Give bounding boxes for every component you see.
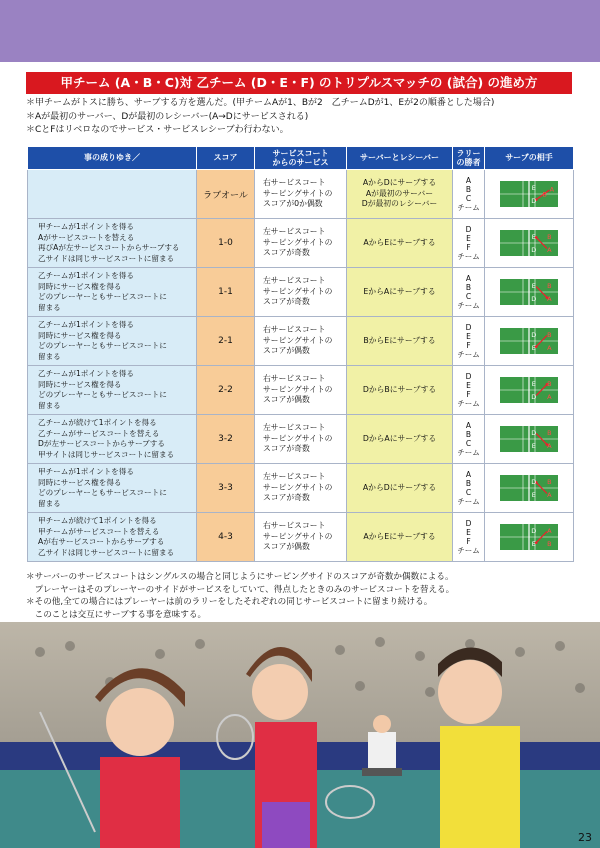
server-receiver-cell: [347, 513, 453, 562]
illustration-svg: [0, 622, 600, 848]
winner-stack: [453, 225, 484, 261]
story-cell: [28, 366, 197, 415]
court-player-label: A: [547, 344, 552, 353]
server-receiver-line: EからAにサーブする: [363, 286, 436, 296]
table-row: [28, 366, 574, 415]
service-line: スコアが奇数: [263, 297, 310, 307]
story-cell: [28, 415, 197, 464]
court-player-label: D: [531, 428, 537, 437]
header-service-line: からのサービス: [272, 158, 329, 167]
winner-line: チーム: [457, 203, 480, 212]
server-receiver-line: AからEにサーブする: [363, 531, 436, 541]
server-receiver-line: DからBにサーブする: [362, 384, 437, 394]
service-line: スコアが0か偶数: [263, 199, 323, 209]
service-cell: [255, 219, 347, 268]
court-diagram: [499, 180, 559, 208]
server-receiver-cell: [347, 219, 453, 268]
service-line: サーピングサイトの: [263, 384, 333, 394]
winner-line: E: [466, 528, 471, 537]
story-line: 再びAが左サービスコートからサーブする: [38, 243, 180, 252]
story-line: 乙サイドは同じサービスコートに留まる: [38, 547, 175, 557]
court-player-label: B: [547, 379, 552, 388]
court-player-label: A: [547, 526, 552, 535]
header-score: スコア: [197, 147, 255, 170]
winner-line: F: [466, 341, 471, 350]
header-winner-line: の勝者: [456, 158, 481, 167]
service-line: スコアが偶数: [263, 395, 310, 405]
score-cell: 1-0: [197, 219, 255, 268]
page-number: 23: [578, 831, 592, 844]
winner-line: チーム: [457, 252, 480, 261]
winner-line: チーム: [457, 399, 480, 408]
server-receiver-line: AからDにサーブする: [362, 482, 437, 492]
court-player-label: A: [547, 491, 552, 500]
story-line: 留まる: [38, 351, 61, 361]
court-diagram: [499, 425, 559, 453]
story-cell: [28, 268, 197, 317]
court-player-label: D: [531, 393, 537, 402]
server-receiver-cell: [347, 317, 453, 366]
court-player-label: D: [531, 295, 537, 304]
winner-line: A: [465, 274, 472, 283]
table-row: [28, 317, 574, 366]
court-player-label: D: [531, 526, 537, 535]
page-title: 甲チーム (A・B・C)対 乙チーム (D・E・F) のトリプルスマッチの (試合) の進め方: [26, 72, 572, 94]
server-receiver-line: AからDにサーブする: [362, 178, 437, 188]
service-line: サーピングサイトの: [263, 188, 333, 198]
service-line: 右サービスコート: [263, 325, 326, 335]
service-cell: [255, 513, 347, 562]
story-line: 甲チームが続けて1ポイントを得る: [38, 516, 157, 525]
story-cell: [28, 317, 197, 366]
service-line: サーピングサイトの: [263, 433, 333, 443]
server-receiver-line: AからEにサーブする: [363, 237, 436, 247]
footnote: このことは交互にサーブする事を意味する。: [26, 609, 207, 620]
court-diagram: [499, 278, 559, 306]
winner-line: B: [465, 185, 472, 194]
service-line: スコアが偶数: [263, 346, 310, 356]
server-receiver-line: BからEにサーブする: [363, 335, 436, 345]
winner-line: チーム: [457, 301, 480, 310]
court-player-label: E: [531, 232, 536, 241]
winner-line: C: [465, 439, 472, 448]
winner-line: B: [465, 479, 472, 488]
story-line: どのプレーヤーともサービスコートに: [38, 341, 167, 350]
court-cell: [485, 513, 574, 562]
court-cell: [485, 170, 574, 219]
footnotes: [26, 571, 586, 621]
winner-cell: [453, 317, 485, 366]
winner-line: D: [465, 225, 472, 234]
score-cell: 2-1: [197, 317, 255, 366]
story-line: Aが右サービスコートからサーブする: [38, 537, 165, 546]
story-line: 甲チームが1ポイントを得る: [38, 222, 134, 231]
story-line: 同時にサービス権を得る: [38, 281, 122, 291]
court-player-label: B: [547, 232, 552, 241]
winner-line: E: [466, 234, 471, 243]
court-player-label: D: [531, 330, 537, 339]
service-line: 左サービスコート: [263, 227, 326, 237]
service-line: スコアが奇数: [263, 444, 310, 454]
court-player-label: E: [531, 379, 536, 388]
service-line: サーピングサイトの: [263, 335, 333, 345]
court-cell: [485, 317, 574, 366]
winner-line: D: [465, 519, 472, 528]
court-player-label: B: [547, 330, 552, 339]
court-diagram: [499, 376, 559, 404]
winner-cell: [453, 268, 485, 317]
winner-stack: [453, 421, 484, 457]
court-player-label: B: [547, 281, 552, 290]
court-player-label: B: [542, 190, 547, 199]
winner-line: D: [465, 323, 472, 332]
winner-cell: [453, 415, 485, 464]
court-player-label: A: [547, 246, 552, 255]
score-cell: 1-1: [197, 268, 255, 317]
winner-line: チーム: [457, 350, 480, 359]
winner-line: A: [465, 421, 472, 430]
winner-line: B: [465, 430, 472, 439]
story-line: 乙チームが続けて1ポイントを得る: [38, 418, 157, 427]
service-cell: [255, 268, 347, 317]
service-line: サーピングサイトの: [263, 531, 333, 541]
winner-line: E: [466, 332, 471, 341]
winner-line: B: [465, 283, 472, 292]
winner-stack: [453, 519, 484, 555]
court-diagram: [499, 327, 559, 355]
story-line: 留まる: [38, 400, 61, 410]
winner-stack: [453, 470, 484, 506]
court-player-label: B: [547, 540, 552, 549]
court-player-label: E: [531, 442, 536, 451]
server-receiver-line: DからAにサーブする: [362, 433, 437, 443]
winner-cell: [453, 464, 485, 513]
story-cell: [28, 170, 197, 219]
service-line: スコアが奇数: [263, 248, 310, 258]
server-receiver-cell: [347, 170, 453, 219]
match-progress-table: [27, 146, 574, 562]
table-row: [28, 415, 574, 464]
server-receiver-line: Dが最初のレシーバー: [361, 199, 438, 209]
winner-line: チーム: [457, 497, 480, 506]
story-line: 乙チームがサービスコートを替える: [38, 428, 160, 438]
service-line: サーピングサイトの: [263, 482, 333, 492]
story-line: 乙チームが1ポイントを得る: [38, 320, 134, 329]
court-player-label: E: [531, 183, 536, 192]
court-player-label: E: [531, 344, 536, 353]
court-cell: [485, 219, 574, 268]
court-player-label: D: [531, 197, 537, 206]
court-player-label: E: [531, 540, 536, 549]
winner-cell: [453, 513, 485, 562]
winner-cell: [453, 219, 485, 268]
service-cell: [255, 415, 347, 464]
score-cell: 4-3: [197, 513, 255, 562]
winner-stack: [453, 372, 484, 408]
court-player-label: E: [531, 491, 536, 500]
winner-line: F: [466, 390, 471, 399]
service-line: スコアが偶数: [263, 542, 310, 552]
court-diagram: [499, 523, 559, 551]
service-line: 右サービスコート: [263, 178, 326, 188]
service-line: 右サービスコート: [263, 521, 326, 531]
story-line: 同時にサービス権を得る: [38, 330, 122, 340]
court-cell: [485, 415, 574, 464]
server-receiver-cell: [347, 415, 453, 464]
service-cell: [255, 464, 347, 513]
court-player-label: E: [531, 281, 536, 290]
score-cell: ラブオール: [197, 170, 255, 219]
court-cell: [485, 366, 574, 415]
story-line: 甲チームがサービスコートを替える: [38, 526, 160, 536]
service-line: 右サービスコート: [263, 374, 326, 384]
server-receiver-cell: [347, 366, 453, 415]
court-player-label: A: [547, 442, 552, 451]
header-winner-line: ラリー: [456, 148, 481, 158]
winner-line: F: [466, 537, 471, 546]
table-row: [28, 268, 574, 317]
winner-line: チーム: [457, 546, 480, 555]
court-player-label: A: [547, 295, 552, 304]
story-line: 同時にサービス権を得る: [38, 379, 122, 389]
service-line: サーピングサイトの: [263, 286, 333, 296]
court-player-label: B: [547, 428, 552, 437]
top-color-band: [0, 0, 600, 62]
court-diagram: [499, 474, 559, 502]
story-line: 乙サイドは同じサービスコートに留まる: [38, 253, 175, 263]
winner-line: A: [465, 176, 472, 185]
score-cell: 3-3: [197, 464, 255, 513]
header-winner: [453, 147, 485, 170]
service-cell: [255, 317, 347, 366]
story-line: Aがサービスコートを替える: [38, 232, 135, 242]
intro-note: ＊CとFはリベロなのでサービス・サービスレシーブわ行わない。: [26, 125, 289, 135]
intro-note: ＊甲チームがトスに勝ち、サーブする方を選んだ。(甲チームAが1、Bが2 乙チームDが1、Eが2の順番とした場合): [26, 98, 495, 108]
table-body: [28, 170, 574, 562]
table-row: [28, 513, 574, 562]
table-row: [28, 219, 574, 268]
winner-line: チーム: [457, 448, 480, 457]
story-line: 留まる: [38, 498, 61, 508]
server-receiver-cell: [347, 268, 453, 317]
header-opponent: サーブの相手: [485, 147, 574, 170]
header-service-line: サービスコート: [272, 148, 329, 158]
footnote: ＊サーバーのサービスコートはシングルスの場合と同じようにサーピングサイドのスコアが奇数か偶数による。: [26, 572, 454, 582]
service-line: 左サービスコート: [263, 423, 326, 433]
service-line: 左サービスコート: [263, 276, 326, 286]
story-cell: [28, 219, 197, 268]
badminton-illustration: [0, 622, 600, 848]
intro-note: ＊Aが最初のサーバー、Dが最初のレシーバー(A→Dにサービスされる): [26, 111, 309, 122]
server-receiver-line: Aが最初のサーバー: [365, 188, 434, 198]
story-cell: [28, 464, 197, 513]
story-line: どのプレーヤーともサービスコートに: [38, 390, 167, 399]
winner-line: A: [465, 470, 472, 479]
winner-line: C: [465, 488, 472, 497]
winner-stack: [453, 274, 484, 310]
table-header-row: [28, 147, 574, 170]
court-cell: [485, 268, 574, 317]
footnote: プレーヤーはそのプレーヤーのサイドがサービスをしていて、得点したときのみのサービスコートを替える。: [26, 584, 455, 595]
server-receiver-cell: [347, 464, 453, 513]
score-cell: 3-2: [197, 415, 255, 464]
winner-line: D: [465, 372, 472, 381]
story-line: 乙チームが1ポイントを得る: [38, 271, 134, 280]
winner-cell: [453, 170, 485, 219]
story-line: どのプレーヤーともサービスコートに: [38, 292, 167, 301]
story-line: 乙チームが1ポイントを得る: [38, 369, 134, 378]
intro-notes: [26, 97, 586, 138]
winner-line: E: [466, 381, 471, 390]
winner-line: F: [466, 243, 471, 252]
story-line: 留まる: [38, 302, 61, 312]
score-cell: 2-2: [197, 366, 255, 415]
header-service: [255, 147, 347, 170]
story-line: どのプレーヤーともサービスコートに: [38, 488, 167, 497]
winner-line: C: [465, 194, 472, 203]
footnote: ＊その他,全ての場合にはプレーヤーは前のラリーをしたそれぞれの同じサービスコートに留まり続ける。: [26, 597, 433, 607]
story-line: Dが左サービスコートからサーブする: [38, 439, 165, 448]
court-player-label: A: [549, 185, 555, 194]
service-line: サーピングサイトの: [263, 237, 333, 247]
story-line: 甲チームが1ポイントを得る: [38, 467, 134, 476]
winner-stack: [453, 176, 484, 212]
table-row: [28, 170, 574, 219]
header-server-receiver: サーバーとレシーバー: [347, 147, 453, 170]
court-diagram: [499, 229, 559, 257]
service-line: 左サービスコート: [263, 472, 326, 482]
story-cell: [28, 513, 197, 562]
service-line: スコアが奇数: [263, 493, 310, 503]
story-line: 同時にサービス権を得る: [38, 477, 122, 487]
winner-line: C: [465, 292, 472, 301]
court-player-label: A: [547, 393, 552, 402]
court-player-label: D: [531, 477, 537, 486]
table-row: [28, 464, 574, 513]
story-line: 甲サイトは同じサービスコートに留まる: [38, 449, 175, 459]
court-player-label: D: [531, 246, 537, 255]
court-player-label: B: [547, 477, 552, 486]
header-story: 事の成りゆき／: [28, 147, 197, 170]
winner-stack: [453, 323, 484, 359]
service-cell: [255, 170, 347, 219]
service-cell: [255, 366, 347, 415]
court-cell: [485, 464, 574, 513]
winner-cell: [453, 366, 485, 415]
